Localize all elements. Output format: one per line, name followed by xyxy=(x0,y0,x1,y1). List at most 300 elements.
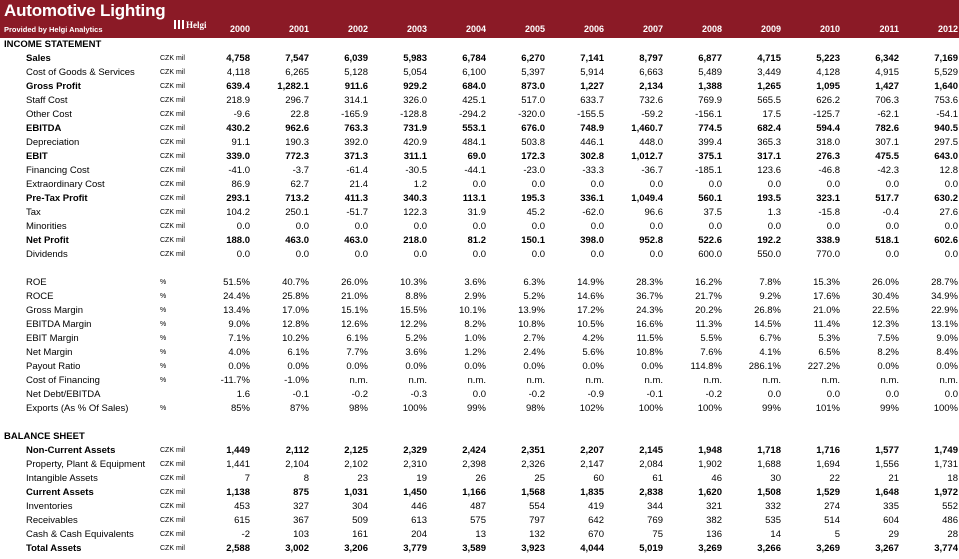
value-cell: 6,877 xyxy=(698,53,722,64)
value-cell: 875 xyxy=(293,487,309,498)
value-cell: 4,715 xyxy=(757,53,781,64)
row-label: Pre-Tax Profit xyxy=(26,193,88,204)
value-cell: 102% xyxy=(579,403,604,414)
value-cell: 150.1 xyxy=(521,235,545,246)
value-cell: 26.0% xyxy=(872,277,899,288)
value-cell: 69.0 xyxy=(467,151,486,162)
table-row xyxy=(0,332,959,346)
value-cell: 34.9% xyxy=(931,291,958,302)
value-cell: 0.0 xyxy=(590,179,604,190)
value-cell: 5.2% xyxy=(405,333,427,344)
value-cell: 7,169 xyxy=(934,53,958,64)
value-cell: 633.7 xyxy=(580,95,604,106)
value-cell: 0.0 xyxy=(826,221,840,232)
row-unit: % xyxy=(160,279,167,286)
value-cell: 6,663 xyxy=(639,67,663,78)
year-header-1: 2001 xyxy=(288,24,309,34)
value-cell: 4.0% xyxy=(228,347,250,358)
row-unit: CZK mil xyxy=(160,531,185,538)
value-cell: 122.3 xyxy=(403,207,427,218)
value-cell: 1.0% xyxy=(464,333,486,344)
row-unit: CZK mil xyxy=(160,237,185,244)
value-cell: 314.1 xyxy=(344,95,368,106)
table-row xyxy=(0,318,959,332)
value-cell: 0.0 xyxy=(590,221,604,232)
row-label: EBITDA Margin xyxy=(26,319,92,330)
value-cell: 9.2% xyxy=(759,291,781,302)
row-label: Other Cost xyxy=(26,109,72,120)
value-cell: 1.3 xyxy=(767,207,781,218)
value-cell: 192.2 xyxy=(757,235,781,246)
value-cell: 4,118 xyxy=(226,67,250,78)
value-cell: 2,326 xyxy=(521,459,545,470)
value-cell: 113.1 xyxy=(462,193,486,204)
value-cell: 769 xyxy=(647,515,663,526)
table-row xyxy=(0,360,959,374)
value-cell: 307.1 xyxy=(875,137,899,148)
value-cell: 302.8 xyxy=(580,151,604,162)
value-cell: -59.2 xyxy=(641,109,663,120)
value-cell: 565.5 xyxy=(757,95,781,106)
value-cell: 96.6 xyxy=(644,207,663,218)
value-cell: 30 xyxy=(770,473,781,484)
value-cell: 3,269 xyxy=(698,543,722,554)
value-cell: 25 xyxy=(534,473,545,484)
value-cell: 6,270 xyxy=(521,53,545,64)
row-unit: % xyxy=(160,335,167,342)
value-cell: 81.2 xyxy=(467,235,486,246)
table-row xyxy=(0,304,959,318)
value-cell: 204 xyxy=(411,529,427,540)
row-unit: CZK mil xyxy=(160,447,185,454)
helgi-logo-text: Helgi xyxy=(186,20,207,30)
value-cell: -0.2 xyxy=(528,389,545,400)
value-cell: 0.0 xyxy=(472,389,486,400)
value-cell: 6.1% xyxy=(346,333,368,344)
value-cell: 22 xyxy=(829,473,840,484)
value-cell: 8.2% xyxy=(877,347,899,358)
value-cell: 3,589 xyxy=(462,543,486,554)
table-row xyxy=(0,234,959,248)
value-cell: 2,102 xyxy=(344,459,368,470)
value-cell: 684.0 xyxy=(462,81,486,92)
row-label: Payout Ratio xyxy=(26,361,81,372)
value-cell: -15.8 xyxy=(818,207,840,218)
value-cell: 0.0% xyxy=(582,361,604,372)
year-header-4: 2004 xyxy=(465,24,486,34)
value-cell: 311.1 xyxy=(403,151,427,162)
value-cell: -42.3 xyxy=(877,165,899,176)
value-cell: 114.8% xyxy=(690,361,722,372)
value-cell: 514 xyxy=(824,515,840,526)
row-unit: % xyxy=(160,377,167,384)
value-cell: 3,779 xyxy=(403,543,427,554)
value-cell: 1,031 xyxy=(344,487,368,498)
year-header-12: 2012 xyxy=(937,24,958,34)
value-cell: 0.0% xyxy=(877,361,899,372)
table-row xyxy=(0,66,959,80)
value-cell: 46 xyxy=(711,473,722,484)
value-cell: 2,838 xyxy=(639,487,663,498)
value-cell: 30.4% xyxy=(872,291,899,302)
value-cell: 36.7% xyxy=(636,291,663,302)
value-cell: 86.9 xyxy=(231,179,250,190)
value-cell: 1,688 xyxy=(757,459,781,470)
value-cell: 3.6% xyxy=(464,277,486,288)
row-label: Depreciation xyxy=(26,137,80,148)
value-cell: 27.6 xyxy=(939,207,958,218)
value-cell: 5,489 xyxy=(698,67,722,78)
row-unit: % xyxy=(160,349,167,356)
value-cell: 5 xyxy=(834,529,840,540)
value-cell: 5.5% xyxy=(700,333,722,344)
value-cell: 19 xyxy=(416,473,427,484)
value-cell: 8.2% xyxy=(464,319,486,330)
value-cell: 448.0 xyxy=(639,137,663,148)
value-cell: 0.0 xyxy=(885,179,899,190)
value-cell: -0.1 xyxy=(646,389,663,400)
value-cell: 1,620 xyxy=(698,487,722,498)
value-cell: 399.4 xyxy=(698,137,722,148)
row-label: ROE xyxy=(26,277,47,288)
value-cell: 4.2% xyxy=(582,333,604,344)
value-cell: 1,441 xyxy=(226,459,250,470)
row-unit: CZK mil xyxy=(160,517,185,524)
year-header-8: 2008 xyxy=(701,24,722,34)
value-cell: 6,039 xyxy=(344,53,368,64)
value-cell: 630.2 xyxy=(934,193,958,204)
value-cell: 0.0 xyxy=(885,249,899,260)
year-header-2: 2002 xyxy=(347,24,368,34)
value-cell: 1.2 xyxy=(413,179,427,190)
value-cell: -125.7 xyxy=(813,109,840,120)
value-cell: 554 xyxy=(529,501,545,512)
value-cell: 6.7% xyxy=(759,333,781,344)
value-cell: n.m. xyxy=(526,375,545,386)
value-cell: 1,718 xyxy=(757,445,781,456)
value-cell: 0.0 xyxy=(295,221,309,232)
value-cell: 3,266 xyxy=(757,543,781,554)
value-cell: 16.2% xyxy=(695,277,722,288)
value-cell: 5.3% xyxy=(818,333,840,344)
year-header-6: 2006 xyxy=(583,24,604,34)
value-cell: 0.0 xyxy=(413,249,427,260)
value-cell: -36.7 xyxy=(641,165,663,176)
value-cell: 13.9% xyxy=(518,305,545,316)
value-cell: 293.1 xyxy=(226,193,250,204)
value-cell: 0.0 xyxy=(236,221,250,232)
table-row xyxy=(0,52,959,66)
report-header xyxy=(0,0,959,38)
value-cell: 318.0 xyxy=(816,137,840,148)
value-cell: -2 xyxy=(241,529,250,540)
value-cell: 560.1 xyxy=(698,193,722,204)
value-cell: 453 xyxy=(234,501,250,512)
value-cell: 6.5% xyxy=(818,347,840,358)
value-cell: 338.9 xyxy=(816,235,840,246)
table-row xyxy=(0,276,959,290)
value-cell: 0.0 xyxy=(295,249,309,260)
value-cell: 11.4% xyxy=(813,319,840,330)
value-cell: 1.2% xyxy=(464,347,486,358)
value-cell: 132 xyxy=(529,529,545,540)
row-unit: CZK mil xyxy=(160,195,185,202)
value-cell: 323.1 xyxy=(816,193,840,204)
row-unit: CZK mil xyxy=(160,475,185,482)
value-cell: 136 xyxy=(706,529,722,540)
value-cell: 340.3 xyxy=(403,193,427,204)
value-cell: 594.4 xyxy=(816,123,840,134)
value-cell: -41.0 xyxy=(228,165,250,176)
value-cell: 382 xyxy=(706,515,722,526)
value-cell: 0.0% xyxy=(464,361,486,372)
value-cell: -0.9 xyxy=(587,389,604,400)
year-header-0: 2000 xyxy=(229,24,250,34)
value-cell: 21 xyxy=(888,473,899,484)
value-cell: -33.3 xyxy=(582,165,604,176)
value-cell: 475.5 xyxy=(875,151,899,162)
value-cell: 0.0% xyxy=(287,361,309,372)
value-cell: 13.1% xyxy=(931,319,958,330)
value-cell: 753.6 xyxy=(934,95,958,106)
value-cell: 218.9 xyxy=(226,95,250,106)
value-cell: 20.2% xyxy=(695,305,722,316)
value-cell: 1,749 xyxy=(934,445,958,456)
value-cell: 1.6 xyxy=(236,389,250,400)
table-row xyxy=(0,164,959,178)
value-cell: 8.4% xyxy=(936,347,958,358)
value-cell: 682.4 xyxy=(757,123,781,134)
value-cell: 639.4 xyxy=(226,81,250,92)
row-unit: % xyxy=(160,405,167,412)
value-cell: 371.3 xyxy=(344,151,368,162)
income-statement-heading: INCOME STATEMENT xyxy=(4,39,102,50)
value-cell: 85% xyxy=(230,403,250,414)
value-cell: 770.0 xyxy=(816,249,840,260)
row-unit: CZK mil xyxy=(160,503,185,510)
year-header-10: 2010 xyxy=(819,24,840,34)
value-cell: 0.0 xyxy=(767,389,781,400)
value-cell: 522.6 xyxy=(698,235,722,246)
row-label: Property, Plant & Equipment xyxy=(26,459,146,470)
value-cell: 929.2 xyxy=(403,81,427,92)
table-row xyxy=(0,486,959,500)
value-cell: 188.0 xyxy=(226,235,250,246)
value-cell: 676.0 xyxy=(521,123,545,134)
value-cell: 9.0% xyxy=(936,333,958,344)
value-cell: 1,227 xyxy=(580,81,604,92)
row-label: Net Debt/EBITDA xyxy=(26,389,101,400)
table-row xyxy=(0,444,959,458)
value-cell: 327 xyxy=(293,501,309,512)
value-cell: 518.1 xyxy=(875,235,899,246)
table-row xyxy=(0,374,959,388)
value-cell: n.m. xyxy=(644,375,663,386)
value-cell: 419 xyxy=(588,501,604,512)
value-cell: 420.9 xyxy=(403,137,427,148)
table-row xyxy=(0,178,959,192)
value-cell: 7.6% xyxy=(700,347,722,358)
value-cell: 7.5% xyxy=(877,333,899,344)
table-row xyxy=(0,514,959,528)
value-cell: 14.9% xyxy=(577,277,604,288)
value-cell: 17.0% xyxy=(282,305,309,316)
table-row xyxy=(0,402,959,416)
value-cell: 1,694 xyxy=(816,459,840,470)
value-cell: 13.4% xyxy=(223,305,250,316)
row-label: Exports (As % Of Sales) xyxy=(26,403,129,414)
row-label: Total Assets xyxy=(26,543,82,554)
value-cell: 2,310 xyxy=(403,459,427,470)
row-label: Cash & Cash Equivalents xyxy=(26,529,134,540)
value-cell: 5.2% xyxy=(523,291,545,302)
value-cell: 911.6 xyxy=(344,81,368,92)
row-unit: CZK mil xyxy=(160,153,185,160)
value-cell: 5,983 xyxy=(403,53,427,64)
value-cell: 339.0 xyxy=(226,151,250,162)
value-cell: 6,100 xyxy=(462,67,486,78)
value-cell: 103 xyxy=(293,529,309,540)
value-cell: 797 xyxy=(529,515,545,526)
value-cell: 14.6% xyxy=(577,291,604,302)
table-row xyxy=(0,80,959,94)
value-cell: 0.0% xyxy=(228,361,250,372)
row-label: Gross Profit xyxy=(26,81,81,92)
value-cell: 8 xyxy=(303,473,309,484)
value-cell: 15.5% xyxy=(400,305,427,316)
value-cell: 4,915 xyxy=(875,67,899,78)
value-cell: 87% xyxy=(289,403,309,414)
row-unit: CZK mil xyxy=(160,461,185,468)
value-cell: 321 xyxy=(706,501,722,512)
value-cell: 615 xyxy=(234,515,250,526)
value-cell: 1,508 xyxy=(757,487,781,498)
value-cell: 276.3 xyxy=(816,151,840,162)
row-unit: CZK mil xyxy=(160,545,185,552)
value-cell: 10.1% xyxy=(459,305,486,316)
table-row xyxy=(0,290,959,304)
value-cell: -11.7% xyxy=(220,375,250,386)
value-cell: 31.9 xyxy=(467,207,486,218)
value-cell: -294.2 xyxy=(459,109,486,120)
value-cell: 195.3 xyxy=(521,193,545,204)
value-cell: 161 xyxy=(352,529,368,540)
value-cell: 8.8% xyxy=(405,291,427,302)
value-cell: 6,342 xyxy=(875,53,899,64)
row-unit: CZK mil xyxy=(160,125,185,132)
row-label: Tax xyxy=(26,207,41,218)
value-cell: 2,329 xyxy=(403,445,427,456)
value-cell: 375.1 xyxy=(698,151,722,162)
table-row xyxy=(0,528,959,542)
value-cell: 0.0 xyxy=(944,389,958,400)
value-cell: -320.0 xyxy=(518,109,545,120)
value-cell: 1,449 xyxy=(226,445,250,456)
table-row xyxy=(0,248,959,262)
value-cell: -1.0% xyxy=(284,375,309,386)
value-cell: 344 xyxy=(647,501,663,512)
value-cell: 274 xyxy=(824,501,840,512)
value-cell: 8,797 xyxy=(639,53,663,64)
value-cell: 100% xyxy=(933,403,958,414)
row-label: EBIT xyxy=(26,151,48,162)
value-cell: 4,128 xyxy=(816,67,840,78)
value-cell: 1,095 xyxy=(816,81,840,92)
value-cell: 26.0% xyxy=(341,277,368,288)
value-cell: 18 xyxy=(947,473,958,484)
value-cell: 600.0 xyxy=(698,249,722,260)
value-cell: 22.8 xyxy=(290,109,309,120)
value-cell: 0.0% xyxy=(641,361,663,372)
table-row xyxy=(0,108,959,122)
row-label: Dividends xyxy=(26,249,68,260)
value-cell: -165.9 xyxy=(341,109,368,120)
table-row xyxy=(0,500,959,514)
value-cell: 503.8 xyxy=(521,137,545,148)
value-cell: 14 xyxy=(770,529,781,540)
value-cell: 1,948 xyxy=(698,445,722,456)
value-cell: 509 xyxy=(352,515,368,526)
value-cell: 24.3% xyxy=(636,305,663,316)
row-unit: CZK mil xyxy=(160,83,185,90)
value-cell: 430.2 xyxy=(226,123,250,134)
value-cell: 100% xyxy=(697,403,722,414)
value-cell: 2.9% xyxy=(464,291,486,302)
value-cell: 2,125 xyxy=(344,445,368,456)
value-cell: 297.5 xyxy=(934,137,958,148)
value-cell: 7.7% xyxy=(346,347,368,358)
row-unit: CZK mil xyxy=(160,181,185,188)
table-row xyxy=(0,136,959,150)
value-cell: 731.9 xyxy=(403,123,427,134)
value-cell: 1,648 xyxy=(875,487,899,498)
value-cell: 21.4 xyxy=(349,179,368,190)
row-unit: CZK mil xyxy=(160,251,185,258)
value-cell: 940.5 xyxy=(934,123,958,134)
value-cell: 1,388 xyxy=(698,81,722,92)
row-label: Current Assets xyxy=(26,487,94,498)
value-cell: 104.2 xyxy=(226,207,250,218)
value-cell: 782.6 xyxy=(875,123,899,134)
value-cell: 5.6% xyxy=(582,347,604,358)
value-cell: 484.1 xyxy=(462,137,486,148)
value-cell: 15.1% xyxy=(341,305,368,316)
value-cell: 0.0 xyxy=(413,221,427,232)
value-cell: 0.0 xyxy=(767,179,781,190)
value-cell: 0.0 xyxy=(354,249,368,260)
value-cell: 2,424 xyxy=(462,445,486,456)
value-cell: 763.3 xyxy=(344,123,368,134)
value-cell: 317.1 xyxy=(757,151,781,162)
value-cell: 17.2% xyxy=(577,305,604,316)
table-row xyxy=(0,346,959,360)
table-row xyxy=(0,192,959,206)
table-row xyxy=(0,388,959,402)
value-cell: 5,914 xyxy=(580,67,604,78)
year-header-11: 2011 xyxy=(879,24,899,34)
value-cell: 3,449 xyxy=(757,67,781,78)
value-cell: 873.0 xyxy=(521,81,545,92)
value-cell: 3,002 xyxy=(285,543,309,554)
value-cell: -54.1 xyxy=(936,109,958,120)
row-label: Minorities xyxy=(26,221,67,232)
value-cell: 11.5% xyxy=(636,333,663,344)
value-cell: -0.2 xyxy=(705,389,722,400)
row-label: Cost of Goods & Services xyxy=(26,67,135,78)
value-cell: -9.6 xyxy=(233,109,250,120)
row-label: EBITDA xyxy=(26,123,62,134)
value-cell: -185.1 xyxy=(695,165,722,176)
